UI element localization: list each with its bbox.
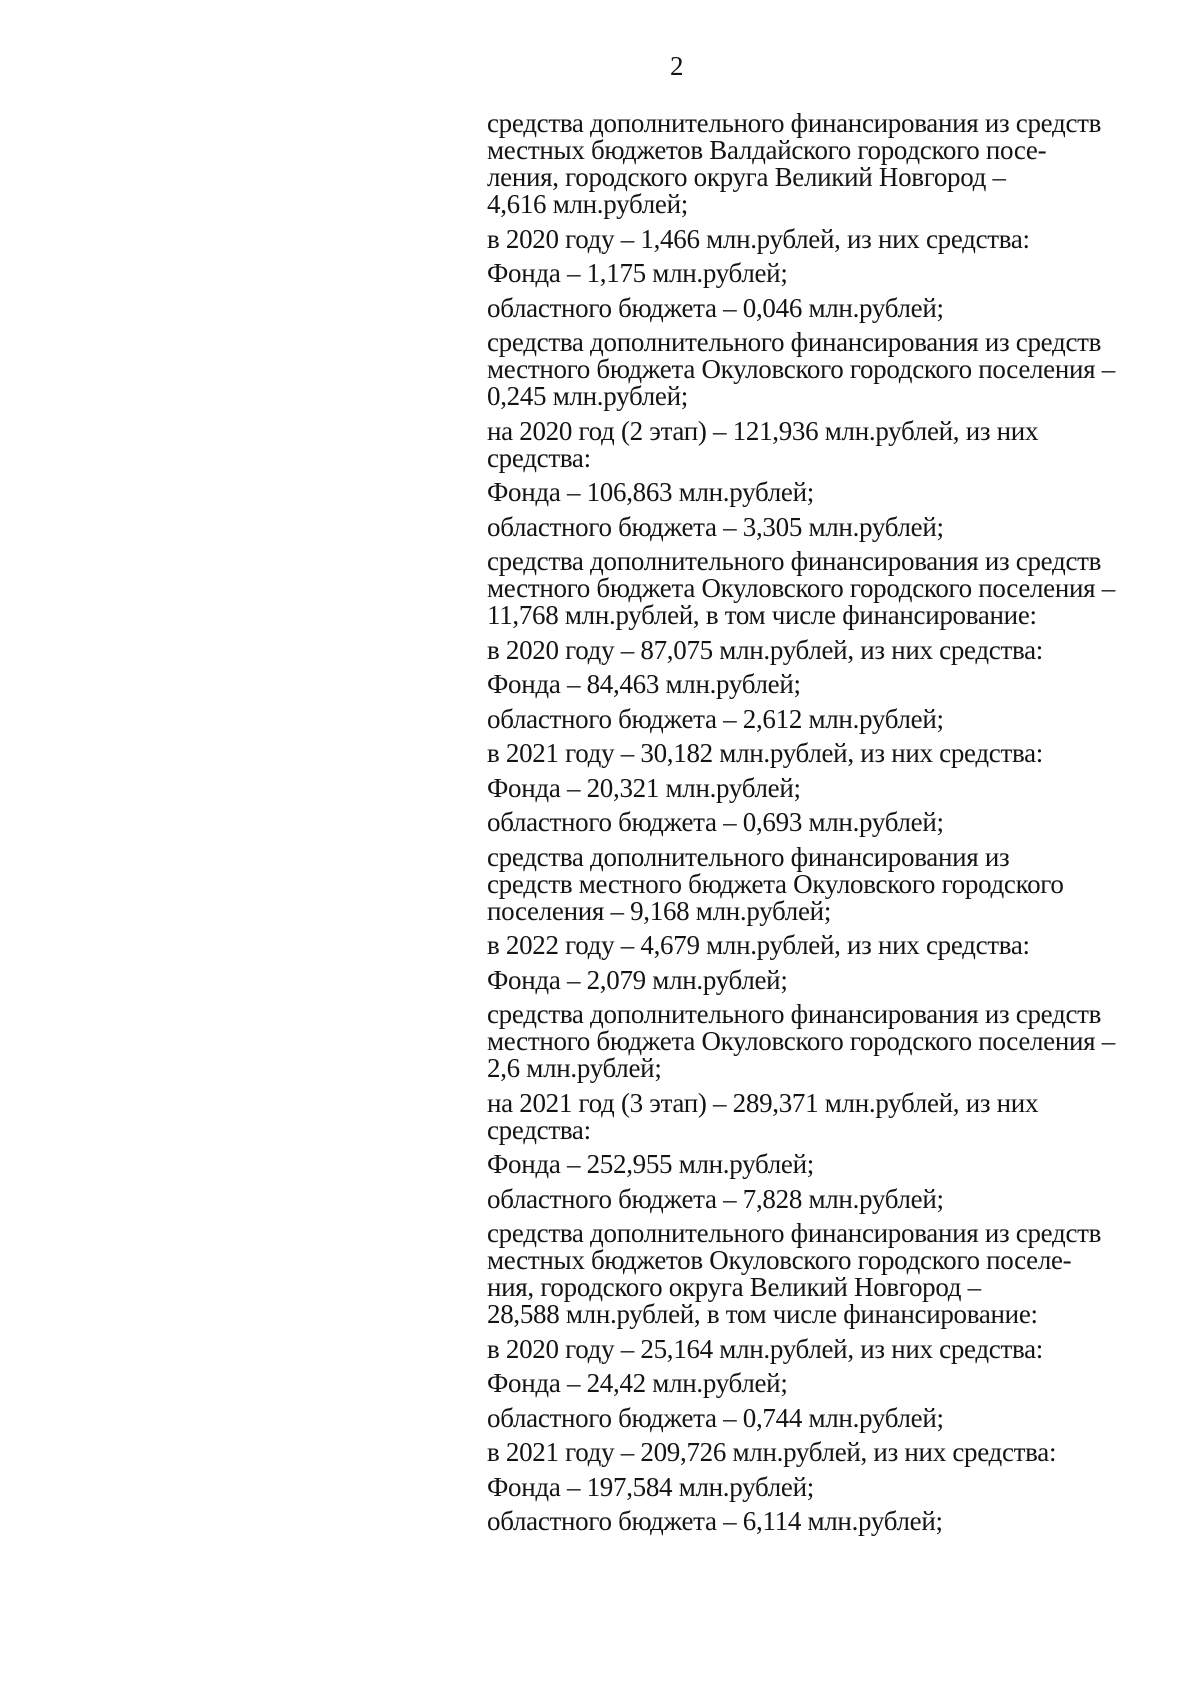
text-line: средства дополнительного финансирования из средств [487, 546, 1102, 576]
text-line: в 2020 году – 1,466 млн.рублей, из них средства: [487, 223, 1030, 254]
text-line: в 2021 году – 209,726 млн.рублей, из них средства: [487, 1437, 1057, 1467]
text-line: областного бюджета – 0,693 млн.рублей; [487, 807, 944, 837]
text-line: областного бюджета – 2,612 млн.рублей; [487, 703, 944, 734]
paragraph [487, 1087, 1177, 1145]
text-line: ния, городского округа Великий Новгород – [487, 1272, 981, 1302]
text-line: областного бюджета – 0,046 млн.рублей; [487, 292, 944, 323]
paragraph [487, 260, 1177, 287]
text-line: местного бюджета Окуловского городского поселения – [487, 354, 1115, 384]
paragraph [487, 329, 1177, 410]
paragraph [487, 511, 1177, 542]
paragraph [487, 1220, 1177, 1328]
paragraph [487, 1001, 1177, 1082]
text-line: в 2021 году – 30,182 млн.рублей, из них средства: [487, 738, 1043, 768]
text-line: в 2020 году – 87,075 млн.рублей, из них средства: [487, 634, 1043, 665]
paragraph [487, 809, 1177, 836]
document-body [487, 110, 1177, 1543]
paragraph [487, 671, 1177, 698]
text-line: средства дополнительного финансирования из [487, 841, 1010, 872]
paragraph [487, 772, 1177, 803]
text-line: 4,616 млн.рублей; [487, 189, 688, 219]
text-line: областного бюджета – 3,305 млн.рублей; [487, 511, 944, 542]
text-line: средства дополнительного финансирования из средств [487, 327, 1102, 357]
text-line: 28,588 млн.рублей, в том числе финансирование: [487, 1299, 1038, 1329]
paragraph [487, 932, 1177, 959]
text-line: на 2020 год (2 этап) – 121,936 млн.рублей, из них [487, 415, 1039, 446]
paragraph [487, 841, 1177, 926]
text-line: средства: [487, 1114, 591, 1145]
text-line: областного бюджета – 6,114 млн.рублей; [487, 1506, 943, 1536]
paragraph [487, 1151, 1177, 1178]
paragraph [487, 740, 1177, 767]
text-line: местного бюджета Окуловского городского поселения – [487, 1026, 1115, 1056]
text-line: 11,768 млн.рублей, в том числе финансирование: [487, 600, 1037, 630]
text-line: на 2021 год (3 этап) – 289,371 млн.рублей, из них [487, 1087, 1039, 1118]
text-line: Фонда – 24,42 млн.рублей; [487, 1368, 788, 1398]
text-line: Фонда – 20,321 млн.рублей; [487, 772, 801, 803]
paragraph [487, 548, 1177, 629]
paragraph [487, 1333, 1177, 1364]
paragraph [487, 703, 1177, 734]
paragraph [487, 1402, 1177, 1433]
text-line: местного бюджета Окуловского городского поселения – [487, 573, 1115, 603]
text-line: местных бюджетов Валдайского городского посе- [487, 135, 1047, 165]
paragraph [487, 223, 1177, 254]
text-line: средства дополнительного финансирования из средств [487, 1218, 1102, 1248]
text-line: средства: [487, 442, 591, 473]
text-line: поселения – 9,168 млн.рублей; [487, 895, 832, 926]
paragraph [487, 110, 1177, 218]
paragraph [487, 415, 1177, 473]
text-line: местных бюджетов Окуловского городского поселе- [487, 1245, 1072, 1275]
paragraph [487, 292, 1177, 323]
text-line: в 2020 году – 25,164 млн.рублей, из них средства: [487, 1333, 1043, 1364]
page-number: 2 [670, 51, 684, 81]
text-line: в 2022 году – 4,679 млн.рублей, из них средства: [487, 930, 1030, 960]
paragraph [487, 1508, 1177, 1535]
text-line: Фонда – 1,175 млн.рублей; [487, 258, 788, 288]
text-line: средства дополнительного финансирования из средств [487, 999, 1102, 1029]
text-line: Фонда – 2,079 млн.рублей; [487, 964, 788, 995]
paragraph [487, 634, 1177, 665]
text-line: ления, городского округа Великий Новгород – [487, 162, 1006, 192]
text-line: 0,245 млн.рублей; [487, 381, 688, 411]
text-line: Фонда – 197,584 млн.рублей; [487, 1471, 814, 1502]
text-line: средств местного бюджета Окуловского городского [487, 868, 1064, 899]
text-line: 2,6 млн.рублей; [487, 1053, 662, 1083]
paragraph [487, 964, 1177, 995]
text-line: Фонда – 106,863 млн.рублей; [487, 477, 814, 507]
paragraph [487, 1370, 1177, 1397]
text-line: областного бюджета – 7,828 млн.рублей; [487, 1183, 944, 1214]
paragraph [487, 1439, 1177, 1466]
paragraph [487, 1183, 1177, 1214]
text-line: областного бюджета – 0,744 млн.рублей; [487, 1402, 944, 1433]
text-line: Фонда – 252,955 млн.рублей; [487, 1149, 814, 1179]
paragraph [487, 1471, 1177, 1502]
paragraph [487, 479, 1177, 506]
text-line: Фонда – 84,463 млн.рублей; [487, 669, 801, 699]
text-line: средства дополнительного финансирования из средств [487, 108, 1102, 138]
